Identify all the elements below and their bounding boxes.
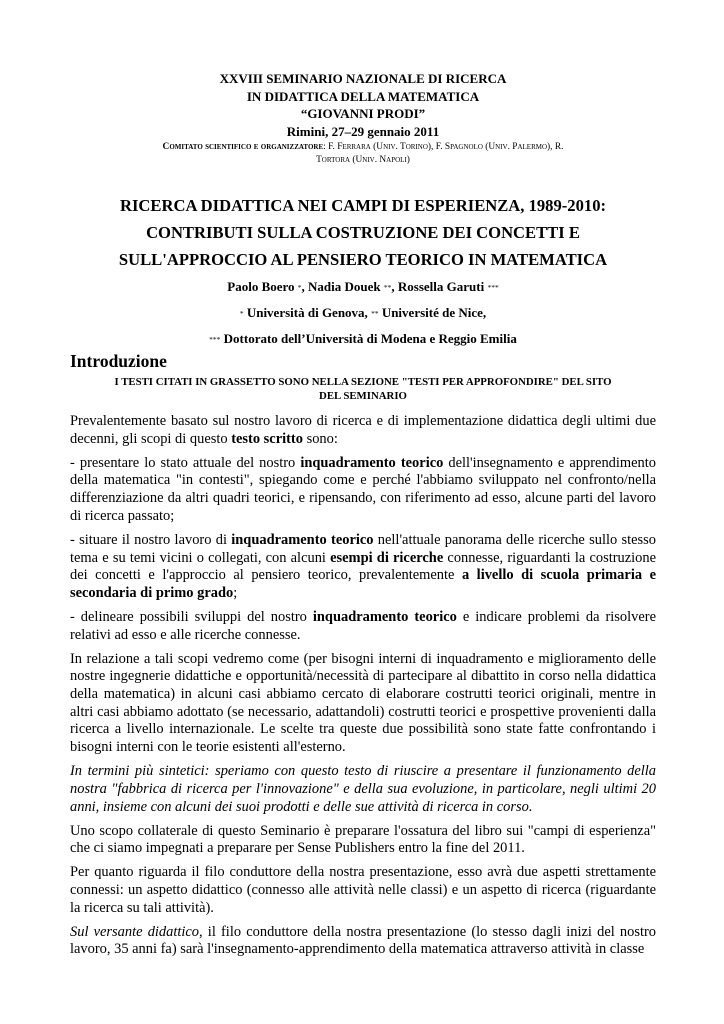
p2-text-c: dell'insegnamento e apprendimento della matematica "in contesti", spiegando come e perché l'abbiamo sviluppato nel confronto/nella differenziazione da altri quadri teorici, e ripensando, con riferimento ad esso, alcune parti del lavoro di ricerca passato; <box>70 454 656 524</box>
affiliation-3: Dottorato dell’Università di Modena e Reggio Emilia <box>220 331 517 346</box>
seminar-header <box>70 70 656 140</box>
affiliation-3-mark: *** <box>209 335 221 344</box>
paragraph-3 <box>70 532 656 603</box>
paragraph-2 <box>70 455 656 526</box>
paragraph-7: Uno scopo collaterale di questo Seminario è preparare l'ossatura del libro sui "campi di esperienza" che ci siamo impegnati a preparare per Sense Publishers entro la fine del 2011. <box>70 822 656 857</box>
author-2: , Nadia Douek <box>301 279 381 294</box>
title-line-2: CONTRIBUTI SULLA COSTRUZIONE DEI CONCETTI E <box>146 223 580 242</box>
p1-bold: testo scritto <box>231 430 303 447</box>
author-3: , Rossella Garuti <box>391 279 485 294</box>
header-line-3: “GIOVANNI PRODI” <box>300 106 426 121</box>
committee-label: Comitato scientifico e organizzatore <box>162 142 324 152</box>
p3-text-g: ; <box>233 584 238 601</box>
p3-text-a: - situare il nostro lavoro di <box>70 531 232 548</box>
affiliation-1-mark: * <box>239 309 244 318</box>
paragraph-1 <box>70 413 656 448</box>
p4-text-c: e indicare problemi da risolvere relativi ad esso e alle ricerche connesse. <box>70 608 656 643</box>
notice-line-1: I TESTI CITATI IN GRASSETTO SONO NELLA SEZIONE "TESTI PER APPROFONDIRE" DEL SITO <box>114 376 612 388</box>
p3-bold-1: inquadramento teorico <box>231 531 374 548</box>
paragraph-8: Per quanto riguarda il filo conduttore della nostra presentazione, esso avrà due aspetti strettamente connessi: un aspetto didattico (connesso alle attività nelle classi) e un aspetto di ricerca (riguardante la ricerca su tali attività). <box>70 864 656 916</box>
title-line-3: SULL'APPROCCIO AL PENSIERO TEORICO IN MATEMATICA <box>118 250 608 269</box>
paragraph-6 <box>70 763 656 816</box>
section-heading: Introduzione <box>70 351 167 371</box>
p6-italic: In termini più sintetici: speriamo con questo testo di riuscire a presentare il funzionamento della nostra "fabbrica di ricerca per l'innovazione" e della sua evoluzione, in particolare, negli ultimi 20 anni, insieme con alcuni dei suoi prodotti e delle sue attività di ricerca in corso. <box>70 763 656 815</box>
affiliation-2-mark: ** <box>371 309 379 318</box>
affiliation-2: Université de Nice, <box>378 305 487 320</box>
author-2-mark: ** <box>383 283 392 292</box>
notice-line-2: DEL SEMINARIO <box>319 389 407 402</box>
p3-text-e: connesse, riguardanti la costruzione dei concetti e l'approccio al pensiero teorico, prevalentemente <box>70 549 656 584</box>
p4-text-a: - delineare possibili sviluppi del nostro <box>70 608 313 625</box>
p3-text-c: nell'attuale panorama delle ricerche sullo stesso tema e su temi vicini o collegati, con alcuni <box>70 531 656 566</box>
committee-members-2: Tortora (Univ. Napoli) <box>316 155 410 165</box>
body-text <box>70 413 656 965</box>
author-3-mark: *** <box>487 283 499 292</box>
header-line-4: Rimini, 27–29 gennaio 2011 <box>286 123 440 139</box>
bold-texts-notice <box>70 376 656 403</box>
p1-text-c: sono: <box>302 430 338 447</box>
p2-bold: inquadramento teorico <box>300 454 444 471</box>
header-line-1: XXVIII SEMINARIO NAZIONALE DI RICERCA <box>219 71 507 86</box>
author-1-mark: * <box>297 283 302 292</box>
paragraph-9 <box>70 924 656 959</box>
paper-title <box>60 192 666 273</box>
p9-text-b: , il filo conduttore della nostra presentazione (lo stesso dagli inizi del nostro lavoro, 35 anni fa) sarà l'insegnamento-apprendimento della matematica attraverso attività in classe <box>70 923 656 958</box>
committee-line <box>70 141 656 167</box>
affiliation-1: Università di Genova, <box>243 305 372 320</box>
author-names <box>70 278 656 296</box>
paragraph-4 <box>70 609 656 644</box>
committee-members-1: : F. Ferrara (Univ. Torino), F. Spagnolo (Univ. Palermo), R. <box>323 142 564 152</box>
affiliations-line-2 <box>70 330 656 348</box>
p2-text-a: - presentare lo stato attuale del nostro <box>70 454 301 471</box>
p3-bold-3: a livello di scuola primaria e secondaria di primo grado <box>70 567 656 601</box>
paragraph-5: In relazione a tali scopi vedremo come (per bisogni interni di inquadramento e miglioramento delle nostre ingegnerie didattiche e opportunità/necessità di partecipare al dibattito in corso nella didattica della matematica) in alcuni casi abbiamo cercato di elaborare costrutti teorici originali, mentre in altri casi abbiamo adottato (se necessario, adattandoli) costrutti teorici e prospettive provenienti dalla ricerca a livello internazionale. Le scelte tra queste due possibilità sono state fatte confrontando i bisogni interni con le teorie esistenti all'esterno. <box>70 650 656 756</box>
p3-bold-2: esempi di ricerche <box>330 549 444 566</box>
affiliations-line-1 <box>70 304 656 322</box>
header-line-2: IN DIDATTICA DELLA MATEMATICA <box>246 88 480 104</box>
p4-bold: inquadramento teorico <box>312 608 457 625</box>
author-1: Paolo Boero <box>227 279 295 294</box>
title-line-1: RICERCA DIDATTICA NEI CAMPI DI ESPERIENZA, 1989-2010: <box>119 196 607 215</box>
p9-italic: Sul versante didattico <box>70 923 200 940</box>
p1-text-a: Prevalentemente basato sul nostro lavoro di ricerca e di implementazione didattica degli ultimi due decenni, gli scopi di questo <box>70 413 656 447</box>
